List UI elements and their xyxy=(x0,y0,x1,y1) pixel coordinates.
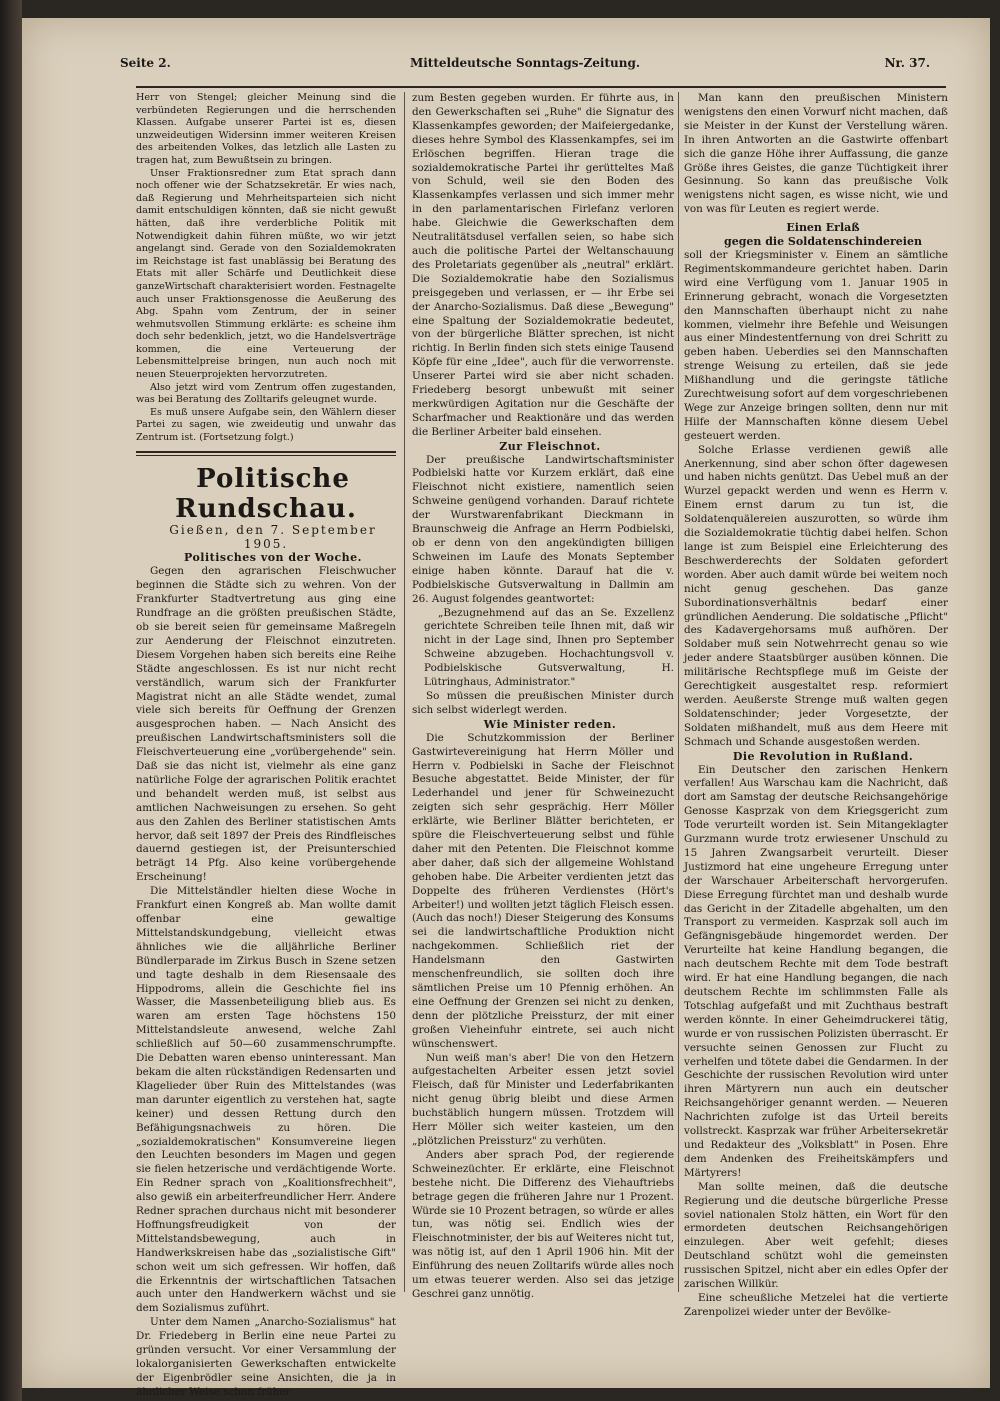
column-1 xyxy=(136,92,396,1400)
subheading: Einen Erlaß xyxy=(786,221,860,235)
quoted-letter: „Bezugnehmend auf das an Se. Exzellenz gerichtete Schreiben teile Ihnen mit, daß wir nicht in der Lage sind, Ihnen pro September Schweine abzugeben. Hochachtungsvoll v. Podbielskische Gutsverwaltung, H. Lütringhaus, Administrator." xyxy=(424,606,674,689)
subheading: Zur Fleischnot. xyxy=(499,439,601,453)
column-divider xyxy=(678,92,679,1292)
article-paragraph: Unser Fraktionsredner zum Etat sprach dann noch offener wie der Schatzsekretär. Er wies nach, daß Regierung und Mehrheitsparteien sich nicht damit entschuldigen könnten, daß sie nicht gewußt hätten, daß ihre verderbliche Politik mit Notwendigkeit dahin führen müßte, wo wir jetzt angelangt sind. Gerade von den Sozialdemokraten im Reichstage ist fast unablässig bei Beratung des Etats mit aller Schärfe und Deutlichkeit diese ganzeWirtschaft charakterisiert worden. Festnagelte auch unser Fraktionsgenosse die Aeußerung des Abg. Spahn vom Zentrum, der in seiner wehmutsvollen Stimmung erklärte: es scheine ihm doch sehr bedenklich, jetzt, wo die Handelsverträge kommen, die eine Verteuerung der Lebensmittelpreise bringen, nun auch noch mit neuen Steuerprojekten hervorzutreten. xyxy=(136,167,396,381)
newspaper-title: Mitteldeutsche Sonntags-Zeitung. xyxy=(409,56,641,70)
article-paragraph: Nun weiß man's aber! Die von den Hetzern aufgestachelten Arbeiter essen jetzt soviel Fleisch, daß für Minister und Lederfabrikanten nicht genug übrig bleibt und diese Armen buchstäblich hungern müssen. Trotzdem will Herr Möller sich weiter kasteien, um den „plötzlichen Preissturz" zu verhüten. xyxy=(412,1051,674,1147)
issue-number: Nr. 37. xyxy=(884,56,930,70)
article-paragraph: Eine scheußliche Metzelei hat die vertierte Zarenpolizei wieder unter der Bevölke- xyxy=(684,1291,948,1318)
article-paragraph: Der preußische Landwirtschaftsminister Podbielski hatte vor Kurzem erklärt, daß eine Fleischnot nicht existiere, namentlich seien Schweine genügend vorhanden. Darauf richtete der Wurstwarenfabrikant Dieckmann in Braunschweig die Anfrage an Herrn Podbielski, ob er denn von den angekündigten billigen Schweinen im Laufe des Monats September einige haben könnte. Darauf hat die v. Podbielskische Gutsverwaltung in Dallmin am 26. August folgendes geantwortet: xyxy=(412,453,674,605)
article-paragraph: Anders aber sprach Pod, der regierende Schweinezüchter. Er erklärte, eine Fleischnot bestehe nicht. Die Differenz des Viehauftriebs betrage gegen die früheren Jahre nur 1 Prozent. Würde sie 10 Prozent betragen, so würde er alles tun, was nötig sei. Endlich wies der Fleischnotminister, der bis auf Weiteres nicht tut, was nötig ist, auf den 1 April 1906 hin. Mit der Einführung des neuen Zolltarifs würde alles noch um etwas teuerer werden. Also sei das jetzige Geschrei ganz unnötig. xyxy=(412,1148,674,1300)
subheading: Wie Minister reden. xyxy=(483,717,617,731)
article-paragraph: Unter dem Namen „Anarcho-Sozialismus" hat Dr. Friedeberg in Berlin eine neue Partei zu gründen versucht. Vor einer Versammlung der lokalorganisierten Gewerkschaften entwickelte der Eigenbrödler seine Ansichten, die ja in ähnlicher Weise schon früher xyxy=(136,1316,396,1398)
subheading: Die Revolution in Rußland. xyxy=(732,749,914,763)
dateline: Gießen, den 7. September 1905. xyxy=(169,522,377,551)
article-paragraph: Gegen den agrarischen Fleischwucher beginnen die Städte sich zu wehren. Von der Frankfurter Stadtvertretung aus ging eine Rundfrage an die größten preußischen Städte, ob sie bereit seien für gemeinsame Maßregeln zur Aenderung der Fleischnot einzutreten. Diesem Vorgehen haben sich bereits eine Reihe Städte angeschlossen. Es ist nur nicht recht verständlich, warum sich der Frankfurter Magistrat nicht an alle Städte wendet, zumal viele sich bereits für Oeffnung der Grenzen ausgesprochen haben. — Nach Ansicht des preußischen Landwirtschaftsministers soll die Fleischverteuerung eine „vorübergehende" sein. Daß sie das nicht ist, vielmehr als eine ganz natürliche Folge der agrarischen Politik erachtet und behandelt werden muß, ist selbst aus amtlichen Nachweisungen zu ersehen. So geht aus den Zahlen des Berliner statistischen Amts hervor, daß seit 1897 der Preis des Rindfleisches dauernd gestiegen ist, der Preisunterschied beträgt 14 Pfg. Also keine vorübergehende Erscheinung! xyxy=(136,565,396,884)
page-number: Seite 2. xyxy=(120,56,171,70)
article-paragraph: Man kann den preußischen Ministern wenigstens den einen Vorwurf nicht machen, daß sie Meister in der Kunst der Verstellung wären. In ihren Antworten an die Gastwirte offenbart sich die ganze Höhe ihrer Auffassung, die ganze Größe ihres Geistes, die ganze Tüchtigkeit ihrer Gesinnung. So kann das preußische Volk wenigstens nicht sagen, es wisse nicht, wie und von was für Leuten es regiert werde. xyxy=(684,92,948,216)
column-2 xyxy=(412,92,674,1302)
column-divider xyxy=(404,92,405,1292)
article-paragraph: Es muß unsere Aufgabe sein, den Wählern dieser Partei zu sagen, wie zweideutig und unwahr das Zentrum ist. (Fortsetzung folgt.) xyxy=(136,406,396,444)
section-title: Politische Rundschau. xyxy=(175,463,357,524)
article-paragraph: Ein Deutscher den zarischen Henkern verfallen! Aus Warschau kam die Nachricht, daß dort am Samstag der deutsche Reichsangehörige Genosse Kasprzak von dem Kriegsgericht zum Tode verurteilt worden ist. Sein Mitangeklagter Gurzmann wurde trotz erwiesener Unschuld zu 15 Jahren Zwangsarbeit verurteilt. Dieser Justizmord hat eine ungeheure Erregung unter der Warschauer Arbeiterschaft hervorgerufen. Diese Erregung fürchtet man und deshalb wurde das Gericht in der Zitadelle abgehalten, um den Transport zu vermeiden. Kasprzak soll auch im Gefängnisgebäude hingemordet werden. Der Verurteilte hat keine Handlung begangen, die nach deutschem Rechte mit dem Tode bestraft wird. Er hat eine Handlung begangen, die nach deutschem Rechte im schlimmsten Falle als Totschlag aufgefaßt und mit Zuchthaus bestraft werden könnte. In einer Geheimdruckerei tätig, wurde er von russischen Polizisten überrascht. Er versuchte seinen Genossen zur Flucht zu verhelfen und tötete dabei die Gendarmen. In der Geschichte der russischen Revolution wird unter ihren Märtyrern nun auch ein deutscher Reichsangehöriger genannt werden. — Neueren Nachrichten zufolge ist das Urteil bereits vollstreckt. Kasprzak war früher Arbeitersekretär und Redakteur des „Volksblatt" in Posen. Ehre dem Andenken des Freiheitskämpfers und Märtyrers! xyxy=(684,763,948,1179)
article-paragraph: So müssen die preußischen Minister durch sich selbst widerlegt werden. xyxy=(412,689,674,716)
article-paragraph: soll der Kriegsminister v. Einem an sämtliche Regimentskommandeure gerichtet haben. Darin wird eine Verfügung vom 1. Januar 1905 in Erinnerung gebracht, wonach die Vorgesetzten den Mannschaften überhaupt nicht zu nahe kommen, vielmehr ihre Befehle und Weisungen aus einer Mindestentfernung von drei Schritt zu geben haben. Ueberdies sei den Mannschaften strenge Weisung zu erteilen, daß sie jede Mißhandlung und die geringste tätliche Zurechtweisung sofort auf dem vorgeschriebenen Wege zur Anzeige bringen sollten, denn nur mit Hilfe der Mannschaften könne diesem Uebel gesteuert werden. xyxy=(684,248,948,442)
article-paragraph: Herr von Stengel; gleicher Meinung sind die verbündeten Regierungen und die herrschenden Klassen. Aufgabe unserer Partei ist es, diesen unzweideutigen Widersinn immer weiteren Kreisen des arbeitenden Volkes, das letzlich alle Lasten zu tragen hat, zum Bewußtsein zu bringen. xyxy=(136,92,396,166)
header-rule xyxy=(136,86,946,88)
article-paragraph: Also jetzt wird vom Zentrum offen zugestanden, was bei Beratung des Zolltarifs geleugnet wurde. xyxy=(136,381,396,406)
article-paragraph: Die Schutzkommission der Berliner Gastwirtevereinigung hat Herrn Möller und Herrn v. Podbielski in Sache der Fleischnot Besuche abgestattet. Beide Minister, der für Lederhandel und jener für Schweinezucht zeigten sich sehr gesprächig. Herr Möller erklärte, wie Berliner Blätter berichteten, er spüre die Fleischverteuerung selbst und fühle daher mit den Petenten. Die Fleischnot komme aber daher, daß sich der allgemeine Wohlstand gehoben habe. Die Arbeiter verdienten jetzt das Doppelte des früheren Verdienstes (Hört's Arbeiter!) und wollten jetzt täglich Fleisch essen. (Auch das noch!) Dieser Steigerung des Konsums sei die landwirtschaftliche Produktion nicht nachgekommen. Schließlich riet der Handelsmann den Gastwirten menschenfreundlich, sie sollten doch ihre sämtlichen Preise um 10 Pfennig erhöhen. An eine Oeffnung der Grenzen sei nicht zu denken, denn der plötzliche Preissturz, der mit einer großen Vieheinfuhr eintrete, sei auch nicht wünschenswert. xyxy=(412,731,674,1050)
book-binding xyxy=(0,0,22,1401)
subheading: Politisches von der Woche. xyxy=(183,551,363,565)
column-3 xyxy=(684,92,948,1320)
subheading: gegen die Soldatenschindereien xyxy=(724,235,922,249)
section-separator xyxy=(136,451,396,456)
page-header xyxy=(120,52,930,74)
article-paragraph: Solche Erlasse verdienen gewiß alle Anerkennung, sind aber schon öfter dagewesen und haben nichts genützt. Das Uebel muß an der Wurzel gepackt werden und wenn es Herrn v. Einem ernst darum zu tun ist, die Soldatenquälereien auszurotten, so würde ihm die Sozialdemokratie tüchtig dabei helfen. Schon lange ist zum Beispiel eine Erleichterung des Beschwerderechts der Soldaten gefordert worden. Aber auch damit würde bei weitem noch nicht genug geschehen. Das ganze Subordinationsverhältnis bedarf einer gründlichen Aenderung. Die soldatische „Pflicht" des Kadavergehorsams muß aufhören. Der Soldaber muß sein Notwehrrecht genau so wie jeder andere Staatsbürger ausüben können. Die militärische Rechtspflege muß im Geiste der Gerechtigkeit ausgestaltet resp. reformiert werden. Aeußerste Strenge muß walten gegen Soldatenschinder; jeder Vorgesetzte, der Soldaten mißhandelt, muß aus dem Heere mit Schmach und Schande ausgestoßen werden. xyxy=(684,443,948,748)
article-paragraph: zum Besten gegeben wurden. Er führte aus, in den Gewerkschaften sei „Ruhe" die Signatur des Klassenkampfes geworden; der Maifeiergedanke, dieses hehre Symbol des Klassenkampfes, sei im Erlöschen begriffen. Hieran trage die sozialdemokratische Partei ihr gerütteltes Maß von Schuld, weil sie den Boden des Klassenkampfes verlassen und sich immer mehr in den parlamentarischen Firlefanz verloren habe. Gleichwie die Gewerkschaften dem Neutralitätsdusel verfallen seien, so habe sich auch die politische Partei der Weltanschauung des Proletariats gegenüber als „neutral" erklärt. Die Sozialdemokratie habe den Sozialismus preisgegeben und verlassen, er — ihr Erbe sei der Anarcho-Sozialismus. Daß diese „Bewegung" eine Spaltung der Sozialdemokratie bedeutet, von der bürgerliche Blätter sprechen, ist nicht richtig. In Berlin finden sich stets einige Tausend Köpfe für eine „Idee", auch für die verworrenste. Unserer Partei wird sie aber nicht schaden. Friedeberg besorgt unbewußt mit seiner merkwürdigen Agitation nur die Geschäfte der Scharfmacher und Reaktionäre und das werden die Berliner Arbeiter bald einsehen. xyxy=(412,92,674,438)
article-paragraph: Die Mittelständler hielten diese Woche in Frankfurt einen Kongreß ab. Man wollte damit offenbar eine gewaltige Mittelstandskundgebung, vielleicht etwas ähnliches wie die alljährliche Berliner Bündlerparade im Zirkus Busch in Szene setzen und tagte deshalb in dem Riesensaale des Hippodroms, allein die Geschichte fiel ins Wasser, die Massenbeteiligung blieb aus. Es waren am ersten Tage höchstens 150 Mittelstandsleute anwesend, welche Zahl schließlich auf 50—60 zusammenschrumpfte. Die Debatten waren ebenso uninteressant. Man bekam die alten rückständigen Redensarten und Klagelieder über Ruin des Mittelstandes (was man darunter eigentlich zu verstehen hat, sagte keiner) und dessen Rettung durch den Befähigungsnachweis zu hören. Die „sozialdemokratischen" Konsumvereine liegen den Leuchten besonders im Magen und gegen sie fielen hetzerische und verdächtigende Worte. Ein Redner sprach von „Koalitionsfrechheit", also gewiß ein arbeiterfreundlicher Herr. Andere Redner sprachen durchaus nicht mit besonderer Hoffnungsfreudigkeit von der Mittelstandsbewegung, auch in Handwerkskreisen habe das „sozialistische Gift" schon weit um sich gefressen. Wir hoffen, daß die Erkenntnis der wirtschaftlichen Tatsachen auch unter den Handwerkern wächst und sie dem Sozialismus zuführt. xyxy=(136,885,396,1315)
article-paragraph: Man sollte meinen, daß die deutsche Regierung und die deutsche bürgerliche Presse soviel nationalen Stolz hätten, ein Wort für den ermordeten deutschen Reichsangehörigen einzulegen. Aber weit gefehlt; dieses Deutschland schützt wohl die gemeinsten russischen Spitzel, nicht aber ein edles Opfer der zarischen Willkür. xyxy=(684,1180,948,1291)
